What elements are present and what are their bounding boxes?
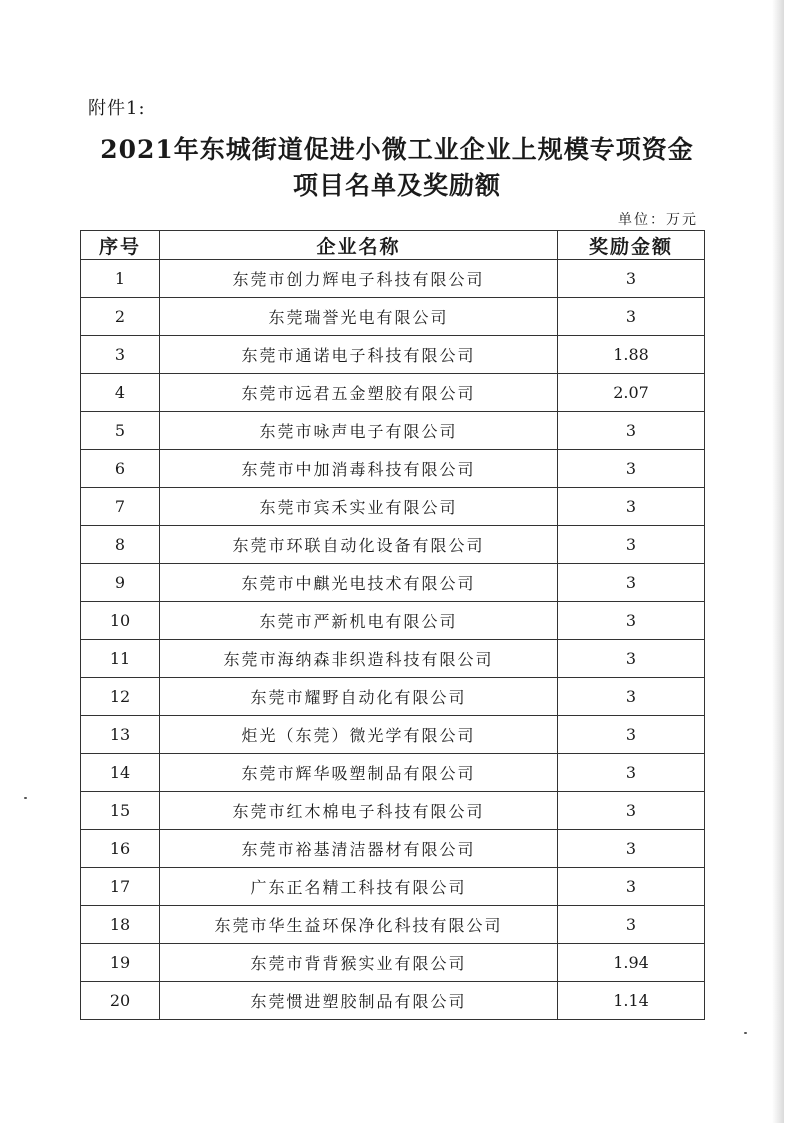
- cell-serial-number: 15: [81, 792, 160, 830]
- award-table: [80, 230, 705, 1020]
- cell-serial-number: 11: [81, 640, 160, 678]
- header-award-amount: 奖励金额: [558, 231, 705, 260]
- table-row: [81, 792, 705, 830]
- table-row: [81, 298, 705, 336]
- cell-award-amount: 3: [558, 602, 705, 640]
- table-row: [81, 526, 705, 564]
- cell-company-name: 东莞市耀野自动化有限公司: [160, 678, 558, 716]
- cell-serial-number: 10: [81, 602, 160, 640]
- table-row: [81, 260, 705, 298]
- cell-award-amount: 3: [558, 716, 705, 754]
- cell-award-amount: 3: [558, 450, 705, 488]
- table-row: [81, 640, 705, 678]
- cell-serial-number: 18: [81, 906, 160, 944]
- cell-company-name: 东莞惯进塑胶制品有限公司: [160, 982, 558, 1020]
- cell-serial-number: 14: [81, 754, 160, 792]
- cell-award-amount: 3: [558, 792, 705, 830]
- cell-serial-number: 13: [81, 716, 160, 754]
- table-row: [81, 906, 705, 944]
- scan-speck: [744, 1032, 747, 1034]
- header-company-name: 企业名称: [160, 231, 558, 260]
- cell-award-amount: 3: [558, 488, 705, 526]
- cell-award-amount: 1.88: [558, 336, 705, 374]
- table-body: [81, 260, 705, 1020]
- cell-serial-number: 9: [81, 564, 160, 602]
- cell-company-name: 东莞市通诺电子科技有限公司: [160, 336, 558, 374]
- cell-award-amount: 3: [558, 412, 705, 450]
- cell-award-amount: 1.14: [558, 982, 705, 1020]
- cell-award-amount: 3: [558, 260, 705, 298]
- cell-serial-number: 3: [81, 336, 160, 374]
- cell-serial-number: 7: [81, 488, 160, 526]
- cell-company-name: 东莞市宾禾实业有限公司: [160, 488, 558, 526]
- table-row: [81, 982, 705, 1020]
- cell-serial-number: 6: [81, 450, 160, 488]
- cell-award-amount: 3: [558, 868, 705, 906]
- cell-award-amount: 3: [558, 754, 705, 792]
- cell-serial-number: 16: [81, 830, 160, 868]
- table-row: [81, 374, 705, 412]
- cell-company-name: 东莞市红木棉电子科技有限公司: [160, 792, 558, 830]
- table-row: [81, 830, 705, 868]
- cell-serial-number: 20: [81, 982, 160, 1020]
- table-row: [81, 754, 705, 792]
- cell-award-amount: 3: [558, 564, 705, 602]
- cell-award-amount: 1.94: [558, 944, 705, 982]
- table-row: [81, 602, 705, 640]
- unit-label: 单位：万元: [618, 212, 698, 228]
- cell-company-name: 东莞市辉华吸塑制品有限公司: [160, 754, 558, 792]
- cell-company-name: 东莞市咏声电子有限公司: [160, 412, 558, 450]
- table-row: [81, 450, 705, 488]
- cell-company-name: 东莞市严新机电有限公司: [160, 602, 558, 640]
- document-title-line2: 项目名单及奖励额: [292, 171, 501, 200]
- cell-company-name: 东莞市裕基清洁器材有限公司: [160, 830, 558, 868]
- table-row: [81, 716, 705, 754]
- table-row: [81, 678, 705, 716]
- table-row: [81, 336, 705, 374]
- cell-serial-number: 1: [81, 260, 160, 298]
- cell-award-amount: 3: [558, 678, 705, 716]
- cell-award-amount: 3: [558, 830, 705, 868]
- cell-award-amount: 3: [558, 526, 705, 564]
- cell-company-name: 东莞市华生益环保净化科技有限公司: [160, 906, 558, 944]
- cell-company-name: 东莞市中麒光电技术有限公司: [160, 564, 558, 602]
- scan-speck: [24, 797, 27, 799]
- cell-award-amount: 3: [558, 906, 705, 944]
- attachment-label: 附件1:: [88, 98, 146, 119]
- cell-company-name: 东莞市中加消毒科技有限公司: [160, 450, 558, 488]
- table-row: [81, 488, 705, 526]
- cell-company-name: 东莞市环联自动化设备有限公司: [160, 526, 558, 564]
- cell-company-name: 东莞市远君五金塑胶有限公司: [160, 374, 558, 412]
- scan-edge-shadow: [772, 0, 784, 1123]
- table-row: [81, 944, 705, 982]
- cell-serial-number: 17: [81, 868, 160, 906]
- cell-company-name: 广东正名精工科技有限公司: [160, 868, 558, 906]
- cell-company-name: 东莞市创力辉电子科技有限公司: [160, 260, 558, 298]
- cell-company-name: 炬光（东莞）微光学有限公司: [160, 716, 558, 754]
- cell-award-amount: 2.07: [558, 374, 705, 412]
- cell-company-name: 东莞瑞誉光电有限公司: [160, 298, 558, 336]
- cell-serial-number: 5: [81, 412, 160, 450]
- table-header-row: [81, 231, 705, 260]
- document-title-line1: 2021年东城街道促进小微工业企业上规模专项资金: [100, 135, 694, 164]
- table-row: [81, 564, 705, 602]
- cell-serial-number: 19: [81, 944, 160, 982]
- cell-serial-number: 4: [81, 374, 160, 412]
- table-row: [81, 412, 705, 450]
- cell-company-name: 东莞市海纳森非织造科技有限公司: [160, 640, 558, 678]
- cell-serial-number: 12: [81, 678, 160, 716]
- cell-serial-number: 8: [81, 526, 160, 564]
- cell-serial-number: 2: [81, 298, 160, 336]
- cell-award-amount: 3: [558, 298, 705, 336]
- cell-company-name: 东莞市背背猴实业有限公司: [160, 944, 558, 982]
- header-serial-number: 序号: [81, 231, 160, 260]
- table-row: [81, 868, 705, 906]
- cell-award-amount: 3: [558, 640, 705, 678]
